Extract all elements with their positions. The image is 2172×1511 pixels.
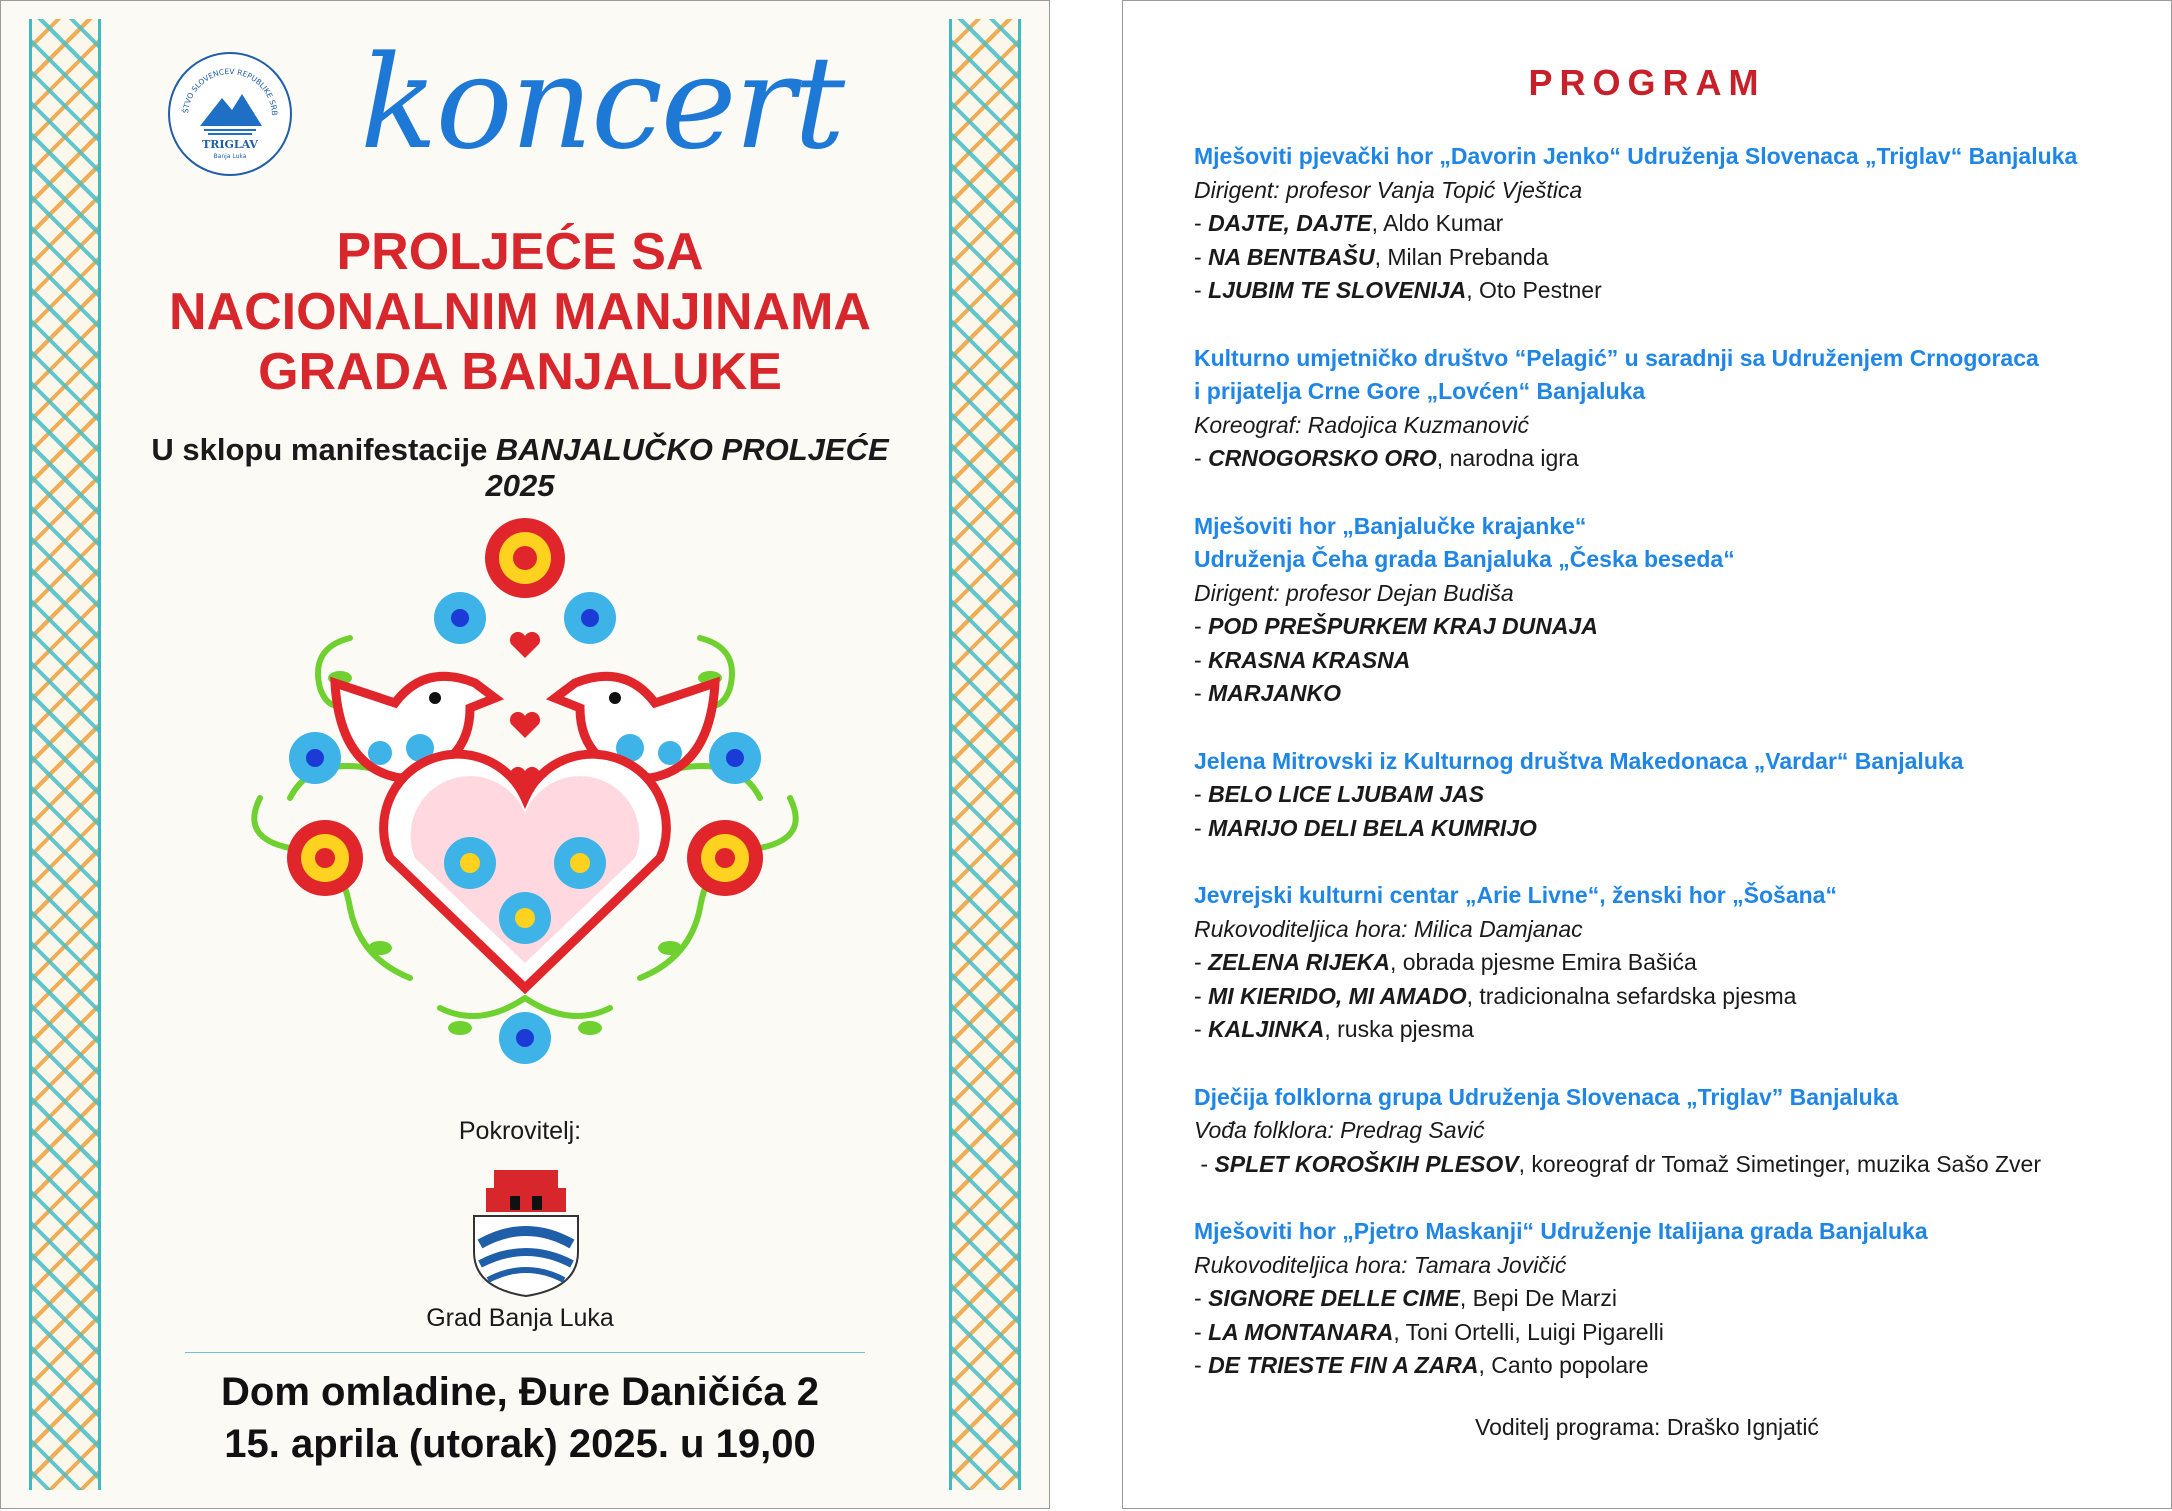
song-item: - MARIJO DELI BELA KUMRIJO xyxy=(1194,814,1537,841)
ensemble-name-cont: Udruženja Čeha grada Banjaluka „Česka beseda“ xyxy=(1194,546,1735,572)
patron-city-name: Grad Banja Luka xyxy=(426,1304,614,1332)
song-item: - ZELENA RIJEKA, obrada pjesme Emira Bašića xyxy=(1194,949,1697,975)
main-title xyxy=(120,222,920,402)
song-item: - SIGNORE DELLE CIME, Bepi De Marzi xyxy=(1194,1285,1618,1311)
triglav-logo xyxy=(168,52,292,176)
ensemble-leader: Dirigent: profesor Vanja Topić Vještica xyxy=(1194,176,1583,203)
ensemble-6 xyxy=(1194,1081,2134,1182)
title-line-1: PROLJEĆE SA xyxy=(336,223,704,281)
ensemble-name: Jelena Mitrovski iz Kulturnog društva Makedonaca „Vardar“ Banjaluka xyxy=(1194,747,1964,774)
subtitle-prefix: U sklopu manifestacije xyxy=(151,432,496,467)
song-item: - MARJANKO xyxy=(1194,680,1341,706)
ensemble-name: Kulturno umjetničko društvo “Pelagić” u saradnji sa Udruženjem Crnogoraca xyxy=(1194,344,2039,371)
ensemble-leader: Koreograf: Radojica Kuzmanović xyxy=(1194,411,1529,438)
ensemble-name: Mješoviti pjevački hor „Davorin Jenko“ Udruženja Slovenaca „Triglav“ Banjaluka xyxy=(1194,143,2078,169)
small-hearts xyxy=(510,632,540,793)
koncert-title: koncert xyxy=(360,29,844,178)
ensemble-leader: Dirigent: profesor Dejan Budiša xyxy=(1194,579,1514,606)
right-ornamental-border xyxy=(949,19,1021,1490)
song-item: - CRNOGORSKO ORO, narodna igra xyxy=(1194,445,1579,471)
song-item: - KRASNA KRASNA xyxy=(1194,646,1411,673)
red-flower-left xyxy=(287,820,363,896)
song-item: - DAJTE, DAJTE, Aldo Kumar xyxy=(1194,210,1504,236)
ensemble-5 xyxy=(1194,879,2134,1047)
ensemble-name: Dječija folklorna grupa Udruženja Slovenaca „Triglav” Banjaluka xyxy=(1194,1083,1899,1110)
song-item: - MI KIERIDO, MI AMADO, tradicionalna sefardska pjesma xyxy=(1194,982,1797,1009)
subtitle xyxy=(120,432,920,504)
title-line-3: GRADA BANJALUKE xyxy=(258,343,782,401)
logo-city: Banja Luka xyxy=(213,153,247,160)
song-item: - BELO LICE LJUBAM JAS xyxy=(1194,781,1485,807)
ensemble-name: Mješoviti hor „Pjetro Maskanji“ Udruženje Italijana grada Banjaluka xyxy=(1194,1218,1928,1244)
song-item: - POD PREŠPURKEM KRAJ DUNAJA xyxy=(1194,613,1598,639)
song-item: - LA MONTANARA, Toni Ortelli, Luigi Pigarelli xyxy=(1194,1318,1664,1345)
banja-luka-coat-of-arms xyxy=(466,1160,586,1300)
ensemble-leader: Rukovoditeljica hora: Tamara Jovičić xyxy=(1194,1251,1567,1278)
big-heart xyxy=(384,754,667,988)
date-line: 15. aprila (utorak) 2025. u 19,00 xyxy=(224,1422,816,1466)
red-flower-right xyxy=(687,820,763,896)
ensemble-3 xyxy=(1194,510,2134,711)
program-heading: PROGRAM xyxy=(1528,62,1766,103)
venue-line: Dom omladine, Đure Daničića 2 xyxy=(221,1370,819,1414)
folk-art-motif xyxy=(230,508,820,1088)
venue-and-date xyxy=(120,1366,920,1470)
logo-name: TRIGLAV xyxy=(202,138,258,151)
ensemble-2 xyxy=(1194,342,2134,476)
ensemble-name: Mješoviti hor „Banjalučke krajanke“ xyxy=(1194,512,1587,539)
divider-line xyxy=(185,1352,865,1353)
subtitle-event: BANJALUČKO PROLJEĆE 2025 xyxy=(485,432,889,503)
song-item: - NA BENTBAŠU, Milan Prebanda xyxy=(1194,243,1549,270)
red-flower-top xyxy=(485,518,565,598)
ensemble-leader: Vođa folklora: Predrag Savić xyxy=(1194,1117,1485,1143)
title-line-2: NACIONALNIM MANJINAMA xyxy=(169,283,871,341)
logo-arc-text: ŠTVO SLOVENCEV REPUBLIKE SRB xyxy=(181,66,280,116)
ensemble-name-cont: i prijatelja Crne Gore „Lovćen“ Banjaluka xyxy=(1194,378,1646,404)
song-item: - DE TRIESTE FIN A ZARA, Canto popolare xyxy=(1194,1352,1649,1378)
song-item: - LJUBIM TE SLOVENIJA, Oto Pestner xyxy=(1194,277,1602,303)
ensemble-1 xyxy=(1194,140,2134,308)
song-item: - KALJINKA, ruska pjesma xyxy=(1194,1016,1474,1042)
ensemble-leader: Rukovoditeljica hora: Milica Damjanac xyxy=(1194,915,1583,942)
program-host: Voditelj programa: Draško Ignjatić xyxy=(1475,1414,1819,1440)
program-list xyxy=(1194,140,2134,1417)
left-ornamental-border xyxy=(29,19,101,1490)
ensemble-4 xyxy=(1194,745,2134,846)
ensemble-7 xyxy=(1194,1215,2134,1383)
patron-label: Pokrovitelj: xyxy=(458,1117,582,1145)
ensemble-name: Jevrejski kulturni centar „Arie Livne“, ženski hor „Šošana“ xyxy=(1194,882,1837,908)
song-item: - SPLET KOROŠKIH PLESOV, koreograf dr Tomaž Simetinger, muzika Sašo Zver xyxy=(1194,1150,2042,1177)
